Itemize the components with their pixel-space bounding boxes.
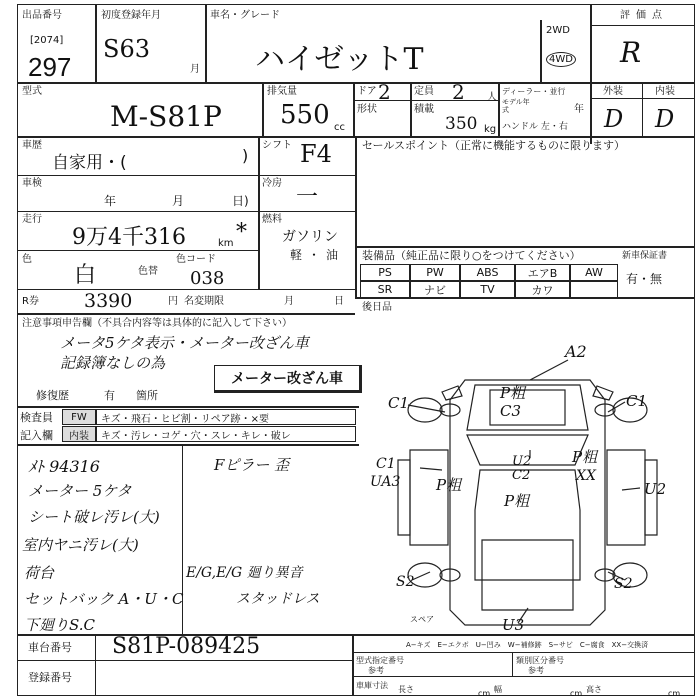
diag-spare: スペア bbox=[410, 615, 434, 624]
notes-label: 注意事項申告欄（不具合内容等は具体的に記入して下さい） bbox=[22, 318, 292, 329]
tone-label: 色替 bbox=[138, 266, 158, 277]
equip-navi: ナビ bbox=[410, 281, 460, 298]
equip-leather: カワ bbox=[515, 281, 570, 298]
inspection-month: 月 bbox=[172, 194, 185, 208]
class-ref: 参考 bbox=[528, 666, 544, 675]
hw-n9: E/G,E/G 廻り異音 bbox=[186, 565, 303, 581]
size-height: 高さ bbox=[586, 685, 602, 694]
reg-label: 登録番号 bbox=[28, 671, 72, 684]
dealer-label: ディーラー・並行 bbox=[502, 87, 566, 96]
chassis-value: S81P-089425 bbox=[112, 634, 261, 659]
equip-pw: PW bbox=[410, 264, 460, 281]
diag-xx: XX bbox=[576, 468, 596, 484]
disp-value: 550 bbox=[280, 100, 330, 130]
fuel-value: ガソリン bbox=[282, 229, 338, 245]
hw-n4: 室内ヤニ汚レ(大) bbox=[22, 536, 139, 554]
inspect-items1: キズ・飛石・ヒビ割・リペア跡・×要 bbox=[96, 409, 356, 425]
aftermarket-label: 後日品 bbox=[362, 302, 392, 313]
diag-c2: C2 bbox=[512, 468, 531, 483]
type-spec: 型式指定番号 bbox=[356, 656, 404, 665]
diag-ua3: UA3 bbox=[370, 474, 401, 490]
expiry-day: 日 bbox=[334, 296, 344, 307]
recycle-value: 3390 bbox=[84, 290, 133, 312]
diag-s2-right: S2 bbox=[614, 576, 633, 592]
color-value: 白 bbox=[74, 263, 97, 288]
repair-unit: 箇所 bbox=[136, 389, 158, 402]
diag-c1-l2: C1 bbox=[376, 456, 396, 472]
size-label: 車庫寸法 bbox=[356, 681, 388, 690]
diag-c1-left: C1 bbox=[388, 394, 410, 412]
diag-c3: C3 bbox=[500, 402, 522, 420]
door-label: ドア bbox=[357, 86, 377, 97]
cap-value: 2 bbox=[452, 80, 465, 104]
drive-4wd: 4WD bbox=[546, 52, 576, 67]
first-reg-label: 初度登録年月 bbox=[101, 10, 161, 21]
class-spec: 類別区分番号 bbox=[516, 656, 564, 665]
size-length: 長さ bbox=[398, 685, 414, 694]
disp-unit: cc bbox=[334, 122, 345, 133]
load-label: 積載 bbox=[414, 104, 434, 115]
diag-u3: U3 bbox=[502, 616, 525, 634]
warranty-label: 新車保証書 bbox=[622, 251, 668, 261]
equip-sr: SR bbox=[360, 281, 410, 298]
size-cm3: cm bbox=[668, 689, 681, 698]
hw-n6: セットバック A・U・C bbox=[24, 590, 184, 608]
shape-label: 形状 bbox=[357, 104, 377, 115]
door-value: 2 bbox=[378, 80, 391, 104]
notes-line2: 記録簿なしの為 bbox=[60, 354, 166, 372]
inspect-items2: キズ・汚レ・コゲ・穴・スレ・キレ・破レ bbox=[96, 426, 356, 442]
model-year-label: モデル年式 bbox=[502, 98, 530, 114]
shift-label: シフト bbox=[262, 140, 292, 151]
fw-cell: FW bbox=[62, 409, 96, 425]
ext-label: 外装 bbox=[603, 86, 623, 97]
load-value: 350 bbox=[445, 114, 478, 134]
hw-n1: ﾒﾄ 94316 bbox=[28, 457, 100, 476]
tamper-stamp: メーター改ざん車 bbox=[214, 365, 362, 393]
cap-unit: 人 bbox=[487, 92, 497, 103]
diag-s2-left: S2 bbox=[396, 574, 415, 590]
type-label: 型式 bbox=[22, 86, 42, 97]
load-unit: kg bbox=[484, 124, 497, 135]
mileage-mark: * bbox=[236, 220, 247, 245]
inspection-day: 日) bbox=[232, 194, 249, 208]
ext-value: D bbox=[604, 105, 624, 133]
expiry-label: 名変期限 bbox=[184, 296, 224, 307]
model-value: ハイゼットT bbox=[255, 42, 424, 77]
history-value: 自家用・( bbox=[52, 153, 127, 173]
hw-n8: Fピラー 歪 bbox=[214, 456, 290, 474]
equip-empty bbox=[570, 281, 618, 298]
diag-p-bu1: P粗 bbox=[500, 384, 526, 402]
grade-label: 評価点 bbox=[620, 10, 668, 21]
diag-a2: A2 bbox=[565, 342, 587, 361]
model-label: 車名・グレード bbox=[210, 10, 280, 21]
ac-label: 冷房 bbox=[262, 178, 282, 189]
hw-n5: 荷台 bbox=[24, 564, 55, 582]
lot-label: 出品番号 bbox=[22, 10, 62, 21]
grade-value: R bbox=[620, 36, 642, 69]
repair-label: 修復歴 bbox=[36, 389, 69, 402]
lot-number: 297 bbox=[28, 52, 72, 82]
lot-sub: [2074] bbox=[30, 35, 64, 46]
code-value: 038 bbox=[190, 268, 225, 289]
history-label: 車歴 bbox=[22, 140, 42, 151]
disp-label: 排気量 bbox=[267, 86, 297, 97]
equip-airbag: エアB bbox=[515, 264, 570, 281]
size-cm1: cm bbox=[478, 689, 491, 698]
repair-value: 有 bbox=[104, 389, 115, 402]
legend: A−キズ E−エクボ U−凹み W−補修跡 S−サビ C−腐食 XX−交換済 bbox=[406, 641, 649, 649]
diag-p-bu3: P粗 bbox=[504, 492, 530, 510]
notes-line1: メータ5ケタ表示・メーター改ざん車 bbox=[60, 334, 309, 352]
size-cm2: cm bbox=[570, 689, 583, 698]
expiry-month: 月 bbox=[284, 296, 294, 307]
recycle-yen: 円 bbox=[168, 296, 178, 307]
equip-ps: PS bbox=[360, 264, 410, 281]
handle-label: ハンドル 左・右 bbox=[502, 122, 568, 132]
equipment-label: 装備品（純正品に限り○をつけてください） bbox=[362, 249, 581, 262]
hw-n2: メーター 5ケタ bbox=[28, 482, 132, 500]
inspection-label: 車検 bbox=[22, 178, 42, 189]
diag-p-bu4: P粗 bbox=[572, 448, 598, 466]
month-unit: 月 bbox=[190, 64, 200, 75]
hw-n7: 下廻りS.C bbox=[24, 616, 95, 634]
diag-u2: U2 bbox=[512, 454, 532, 469]
warranty-value: 有・無 bbox=[626, 272, 663, 286]
ac-value: 一 bbox=[296, 185, 319, 210]
diag-p-bu2: P粗 bbox=[436, 476, 462, 494]
inspection-year: 年 bbox=[104, 194, 117, 208]
equip-aw: AW bbox=[570, 264, 618, 281]
interior-cell: 内装 bbox=[62, 426, 96, 442]
size-width: 幅 bbox=[494, 685, 502, 694]
sales-label: セールスポイント（正常に機能するものに限ります） bbox=[362, 139, 626, 152]
int-value: D bbox=[655, 105, 675, 133]
fuel-diesel: 軽・油 bbox=[290, 248, 345, 262]
mileage-label: 走行 bbox=[22, 214, 42, 225]
record-label: 記入欄 bbox=[20, 429, 53, 442]
equip-abs: ABS bbox=[460, 264, 515, 281]
diag-u2-right: U2 bbox=[644, 480, 667, 498]
code-label: 色コード bbox=[176, 254, 216, 265]
int-label: 内装 bbox=[655, 86, 675, 97]
first-reg-value: S63 bbox=[103, 35, 150, 63]
inspector-label: 検査員 bbox=[20, 411, 53, 424]
equip-tv: TV bbox=[460, 281, 515, 298]
mileage-unit: km bbox=[218, 238, 234, 249]
color-label: 色 bbox=[22, 254, 32, 265]
fuel-label: 燃料 bbox=[262, 214, 282, 225]
shift-value: F4 bbox=[300, 140, 332, 168]
cap-label: 定員 bbox=[414, 86, 434, 97]
history-close: ) bbox=[242, 146, 249, 165]
drive-2wd: 2WD bbox=[546, 25, 570, 36]
mileage-value: 9万4千316 bbox=[72, 225, 186, 250]
type-value: M-S81P bbox=[110, 100, 222, 133]
recycle-label: R券 bbox=[22, 296, 39, 307]
type-ref: 参考 bbox=[368, 666, 384, 675]
diag-c1-right: C1 bbox=[626, 392, 648, 410]
hw-n10: スタッドレス bbox=[236, 591, 320, 607]
year-unit: 年 bbox=[574, 104, 584, 115]
chassis-label: 車台番号 bbox=[28, 641, 72, 654]
hw-n3: シート破レ汚レ(大) bbox=[28, 508, 160, 526]
